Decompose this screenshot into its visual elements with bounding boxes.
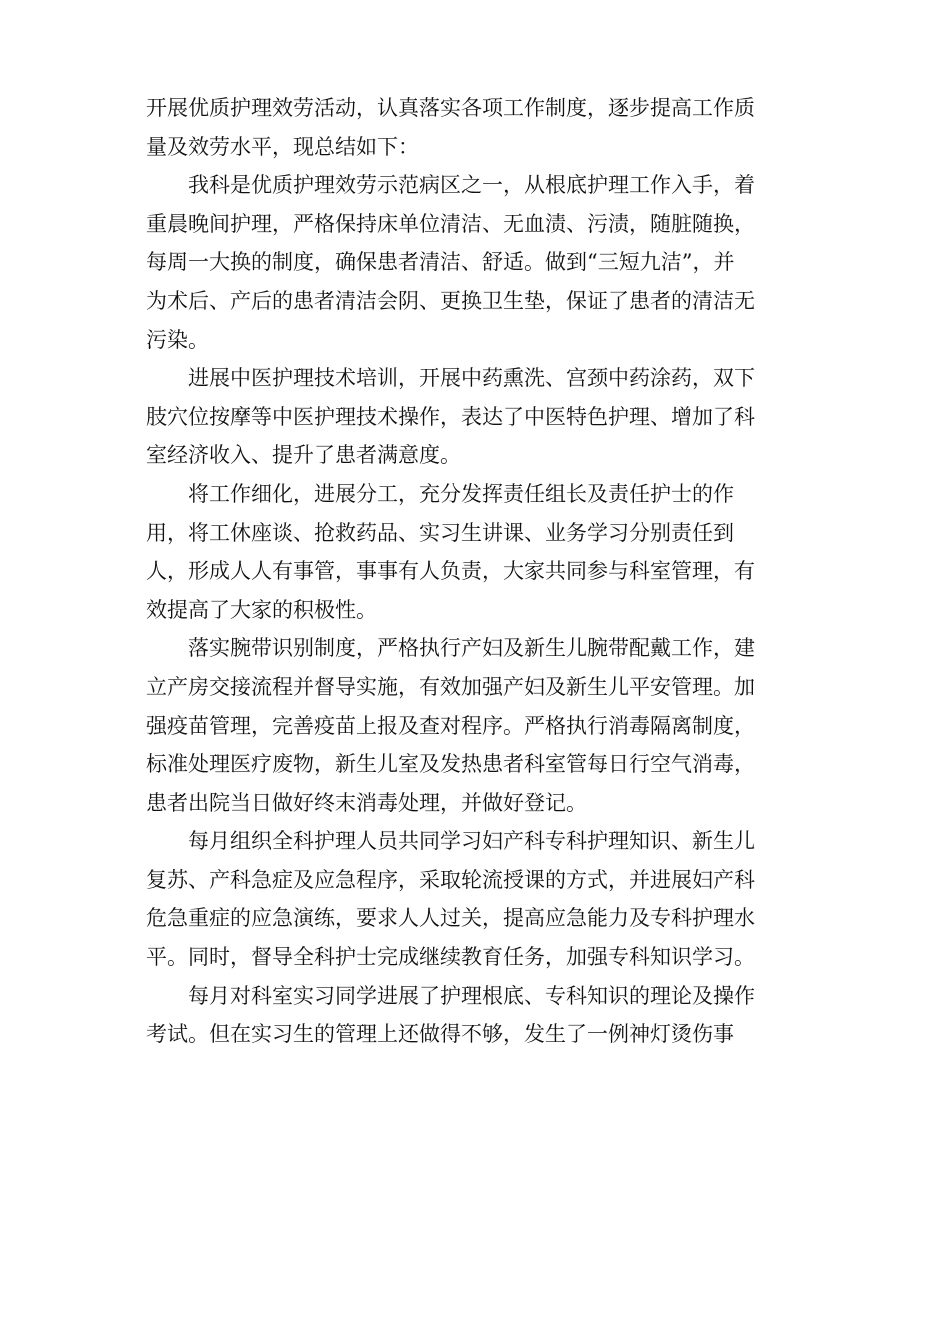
paragraph-first-line: 每月对科室实习同学进展了护理根底、专科知识的理论及操作 — [188, 983, 755, 1008]
text-line: 污染。 — [146, 327, 209, 352]
text-line: 考试。但在实习生的管理上还做得不够，发生了一例神灯烫伤事 — [146, 1022, 734, 1047]
text-line: 肢穴位按摩等中医护理技术操作，表达了中医特色护理、增加了科 — [146, 404, 755, 429]
paragraph-first-line: 每月组织全科护理人员共同学习妇产科专科护理知识、新生儿 — [188, 829, 755, 854]
paragraph-first-line: 我科是优质护理效劳示范病区之一，从根底护理工作入手，着 — [188, 173, 755, 198]
paragraph-first-line: 进展中医护理技术培训，开展中药熏洗、宫颈中药涂药，双下 — [188, 366, 755, 391]
paragraph-first-line: 将工作细化，进展分工，充分发挥责任组长及责任护士的作 — [188, 481, 734, 506]
text-line: 量及效劳水平，现总结如下： — [146, 134, 419, 159]
text-line: 复苏、产科急症及应急程序，采取轮流授课的方式，并进展妇产科 — [146, 867, 755, 892]
text-line: 用，将工休座谈、抢救药品、实习生讲课、业务学习分别责任到 — [146, 520, 734, 545]
text-line: 平。同时，督导全科护士完成继续教育任务，加强专科知识学习。 — [146, 945, 755, 970]
text-line: 为术后、产后的患者清洁会阴、更换卫生垫，保证了患者的清洁无 — [146, 288, 755, 313]
text-line: 室经济收入、提升了患者满意度。 — [146, 443, 461, 468]
text-line: 重晨晚间护理，严格保持床单位清洁、无血渍、污渍，随脏随换， — [146, 211, 755, 236]
text-line: 每周一大换的制度，确保患者清洁、舒适。做到“三短九洁”，并 — [146, 250, 735, 275]
document-body — [146, 89, 796, 1054]
text-line: 效提高了大家的积极性。 — [146, 597, 377, 622]
text-line: 标准处理医疗废物，新生儿室及发热患者科室管每日行空气消毒， — [146, 752, 755, 777]
text-line: 危急重症的应急演练，要求人人过关，提高应急能力及专科护理水 — [146, 906, 755, 931]
text-line: 开展优质护理效劳活动，认真落实各项工作制度，逐步提高工作质 — [146, 96, 755, 120]
text-line: 人，形成人人有事管，事事有人负责，大家共同参与科室管理，有 — [146, 559, 755, 584]
paragraph-first-line: 落实腕带识别制度，严格执行产妇及新生儿腕带配戴工作，建 — [188, 636, 755, 661]
text-line: 患者出院当日做好终末消毒处理，并做好登记。 — [146, 790, 587, 815]
text-line: 强疫苗管理，完善疫苗上报及查对程序。严格执行消毒隔离制度， — [146, 713, 755, 738]
text-line: 立产房交接流程并督导实施，有效加强产妇及新生儿平安管理。加 — [146, 674, 755, 699]
